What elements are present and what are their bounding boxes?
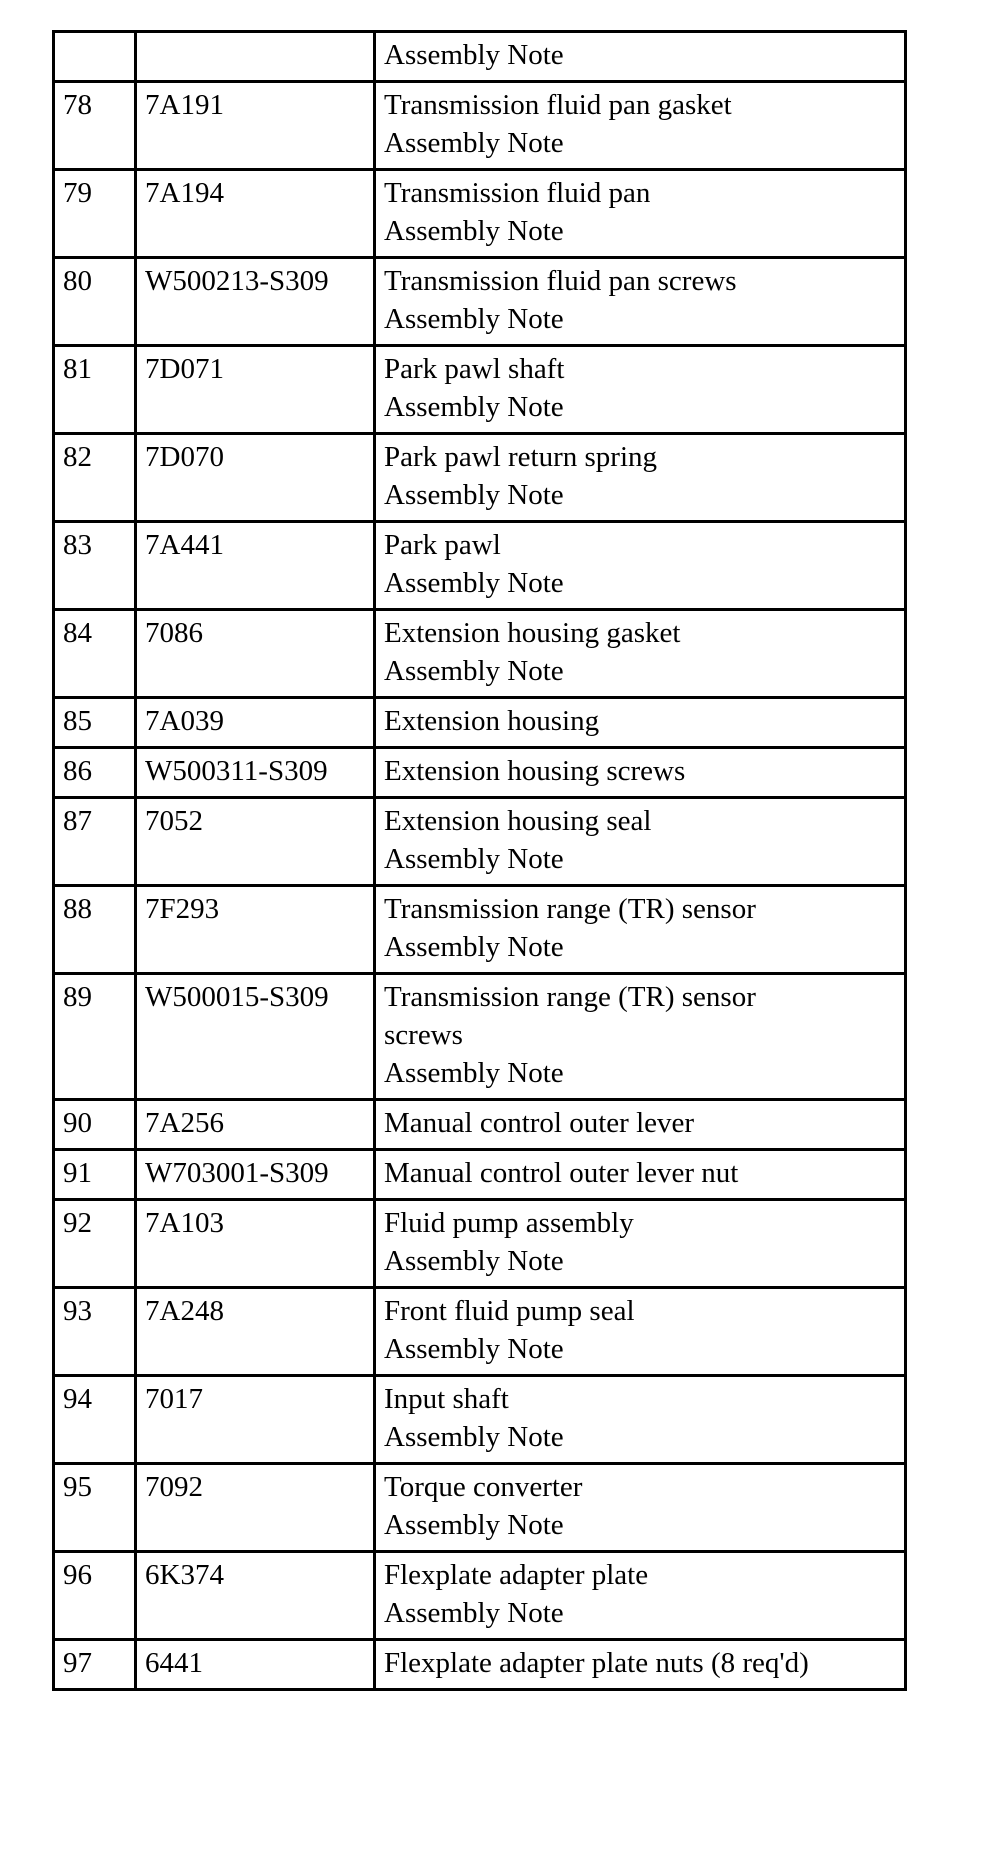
item-number-cell — [54, 32, 136, 82]
part-number-cell: 7017 — [136, 1376, 375, 1464]
description-line: Flexplate adapter plate — [384, 1559, 649, 1591]
table-row — [54, 1464, 906, 1552]
description-line: Park pawl — [384, 529, 501, 561]
description-line: Fluid pump assembly — [384, 1207, 634, 1239]
description-cell — [375, 1288, 906, 1376]
item-number-cell: 88 — [54, 886, 136, 974]
description-line: Assembly Note — [384, 127, 564, 159]
description-line: Assembly Note — [384, 1509, 564, 1541]
description-line: Transmission fluid pan gasket — [384, 89, 732, 121]
part-number-cell: 7D070 — [136, 434, 375, 522]
table-row — [54, 522, 906, 610]
description-line: Park pawl return spring — [384, 441, 658, 473]
description-cell — [375, 1200, 906, 1288]
part-number-cell: 7A103 — [136, 1200, 375, 1288]
part-number-cell: 6441 — [136, 1640, 375, 1690]
part-number-cell: 7A191 — [136, 82, 375, 170]
part-number-cell: W500015-S309 — [136, 974, 375, 1100]
item-number-cell: 97 — [54, 1640, 136, 1690]
part-number-cell: W703001-S309 — [136, 1150, 375, 1200]
table-row — [54, 434, 906, 522]
part-number-cell: 7A441 — [136, 522, 375, 610]
parts-table-body — [54, 32, 906, 1690]
table-row — [54, 886, 906, 974]
description-line: Park pawl shaft — [384, 353, 565, 385]
table-row — [54, 610, 906, 698]
table-row — [54, 170, 906, 258]
item-number-cell: 87 — [54, 798, 136, 886]
table-row — [54, 1150, 906, 1200]
description-line: Assembly Note — [384, 479, 564, 511]
description-line: Assembly Note — [384, 39, 564, 71]
description-line: Input shaft — [384, 1383, 509, 1415]
item-number-cell: 79 — [54, 170, 136, 258]
table-row — [54, 1288, 906, 1376]
part-number-cell: W500311-S309 — [136, 748, 375, 798]
table-row — [54, 258, 906, 346]
item-number-cell: 95 — [54, 1464, 136, 1552]
item-number-cell: 86 — [54, 748, 136, 798]
table-row — [54, 1640, 906, 1690]
description-cell — [375, 1464, 906, 1552]
table-row — [54, 82, 906, 170]
description-line: Assembly Note — [384, 1333, 564, 1365]
table-row — [54, 798, 906, 886]
part-number-cell: 7D071 — [136, 346, 375, 434]
description-line: Assembly Note — [384, 655, 564, 687]
description-line: Assembly Note — [384, 391, 564, 423]
part-number-cell: 7086 — [136, 610, 375, 698]
description-line: screws — [384, 1019, 463, 1051]
description-cell — [375, 82, 906, 170]
description-line: Extension housing — [384, 705, 600, 737]
item-number-cell: 96 — [54, 1552, 136, 1640]
description-cell — [375, 1150, 906, 1200]
description-line: Assembly Note — [384, 215, 564, 247]
part-number-cell: W500213-S309 — [136, 258, 375, 346]
description-line: Assembly Note — [384, 1245, 564, 1277]
description-line: Transmission range (TR) sensor — [384, 981, 756, 1013]
item-number-cell: 81 — [54, 346, 136, 434]
description-line: Extension housing seal — [384, 805, 652, 837]
description-cell — [375, 346, 906, 434]
part-number-cell: 7092 — [136, 1464, 375, 1552]
table-row — [54, 1100, 906, 1150]
item-number-cell: 91 — [54, 1150, 136, 1200]
item-number-cell: 89 — [54, 974, 136, 1100]
description-cell — [375, 1552, 906, 1640]
item-number-cell: 83 — [54, 522, 136, 610]
item-number-cell: 92 — [54, 1200, 136, 1288]
table-row — [54, 346, 906, 434]
part-number-cell: 6K374 — [136, 1552, 375, 1640]
table-row — [54, 1376, 906, 1464]
description-cell — [375, 1376, 906, 1464]
table-row — [54, 748, 906, 798]
description-line: Assembly Note — [384, 1597, 564, 1629]
description-line: Manual control outer lever nut — [384, 1157, 739, 1189]
description-cell — [375, 886, 906, 974]
description-line: Assembly Note — [384, 931, 564, 963]
description-line: Extension housing gasket — [384, 617, 681, 649]
description-cell — [375, 974, 906, 1100]
description-line: Assembly Note — [384, 1057, 564, 1089]
table-row — [54, 1552, 906, 1640]
part-number-cell — [136, 32, 375, 82]
description-line: Manual control outer lever — [384, 1107, 695, 1139]
description-cell — [375, 1640, 906, 1690]
description-cell — [375, 170, 906, 258]
table-row — [54, 32, 906, 82]
description-line: Assembly Note — [384, 843, 564, 875]
description-line: Flexplate adapter plate nuts (8 req'd) — [384, 1647, 809, 1679]
description-cell — [375, 522, 906, 610]
table-row — [54, 974, 906, 1100]
description-cell — [375, 434, 906, 522]
description-line: Torque converter — [384, 1471, 583, 1503]
description-line: Front fluid pump seal — [384, 1295, 635, 1327]
part-number-cell: 7A256 — [136, 1100, 375, 1150]
item-number-cell: 85 — [54, 698, 136, 748]
description-line: Transmission fluid pan — [384, 177, 651, 209]
part-number-cell: 7052 — [136, 798, 375, 886]
description-line: Assembly Note — [384, 567, 564, 599]
description-cell — [375, 798, 906, 886]
description-line: Transmission fluid pan screws — [384, 265, 737, 297]
description-cell — [375, 32, 906, 82]
description-line: Transmission range (TR) sensor — [384, 893, 756, 925]
description-line: Assembly Note — [384, 1421, 564, 1453]
item-number-cell: 80 — [54, 258, 136, 346]
part-number-cell: 7F293 — [136, 886, 375, 974]
item-number-cell: 84 — [54, 610, 136, 698]
part-number-cell: 7A248 — [136, 1288, 375, 1376]
description-line: Extension housing screws — [384, 755, 686, 787]
description-cell — [375, 258, 906, 346]
part-number-cell: 7A039 — [136, 698, 375, 748]
item-number-cell: 90 — [54, 1100, 136, 1150]
table-row — [54, 1200, 906, 1288]
description-cell — [375, 1100, 906, 1150]
item-number-cell: 82 — [54, 434, 136, 522]
part-number-cell: 7A194 — [136, 170, 375, 258]
parts-table — [52, 30, 907, 1691]
description-cell — [375, 698, 906, 748]
description-cell — [375, 748, 906, 798]
item-number-cell: 93 — [54, 1288, 136, 1376]
description-cell — [375, 610, 906, 698]
item-number-cell: 94 — [54, 1376, 136, 1464]
item-number-cell: 78 — [54, 82, 136, 170]
table-row — [54, 698, 906, 748]
description-line: Assembly Note — [384, 303, 564, 335]
